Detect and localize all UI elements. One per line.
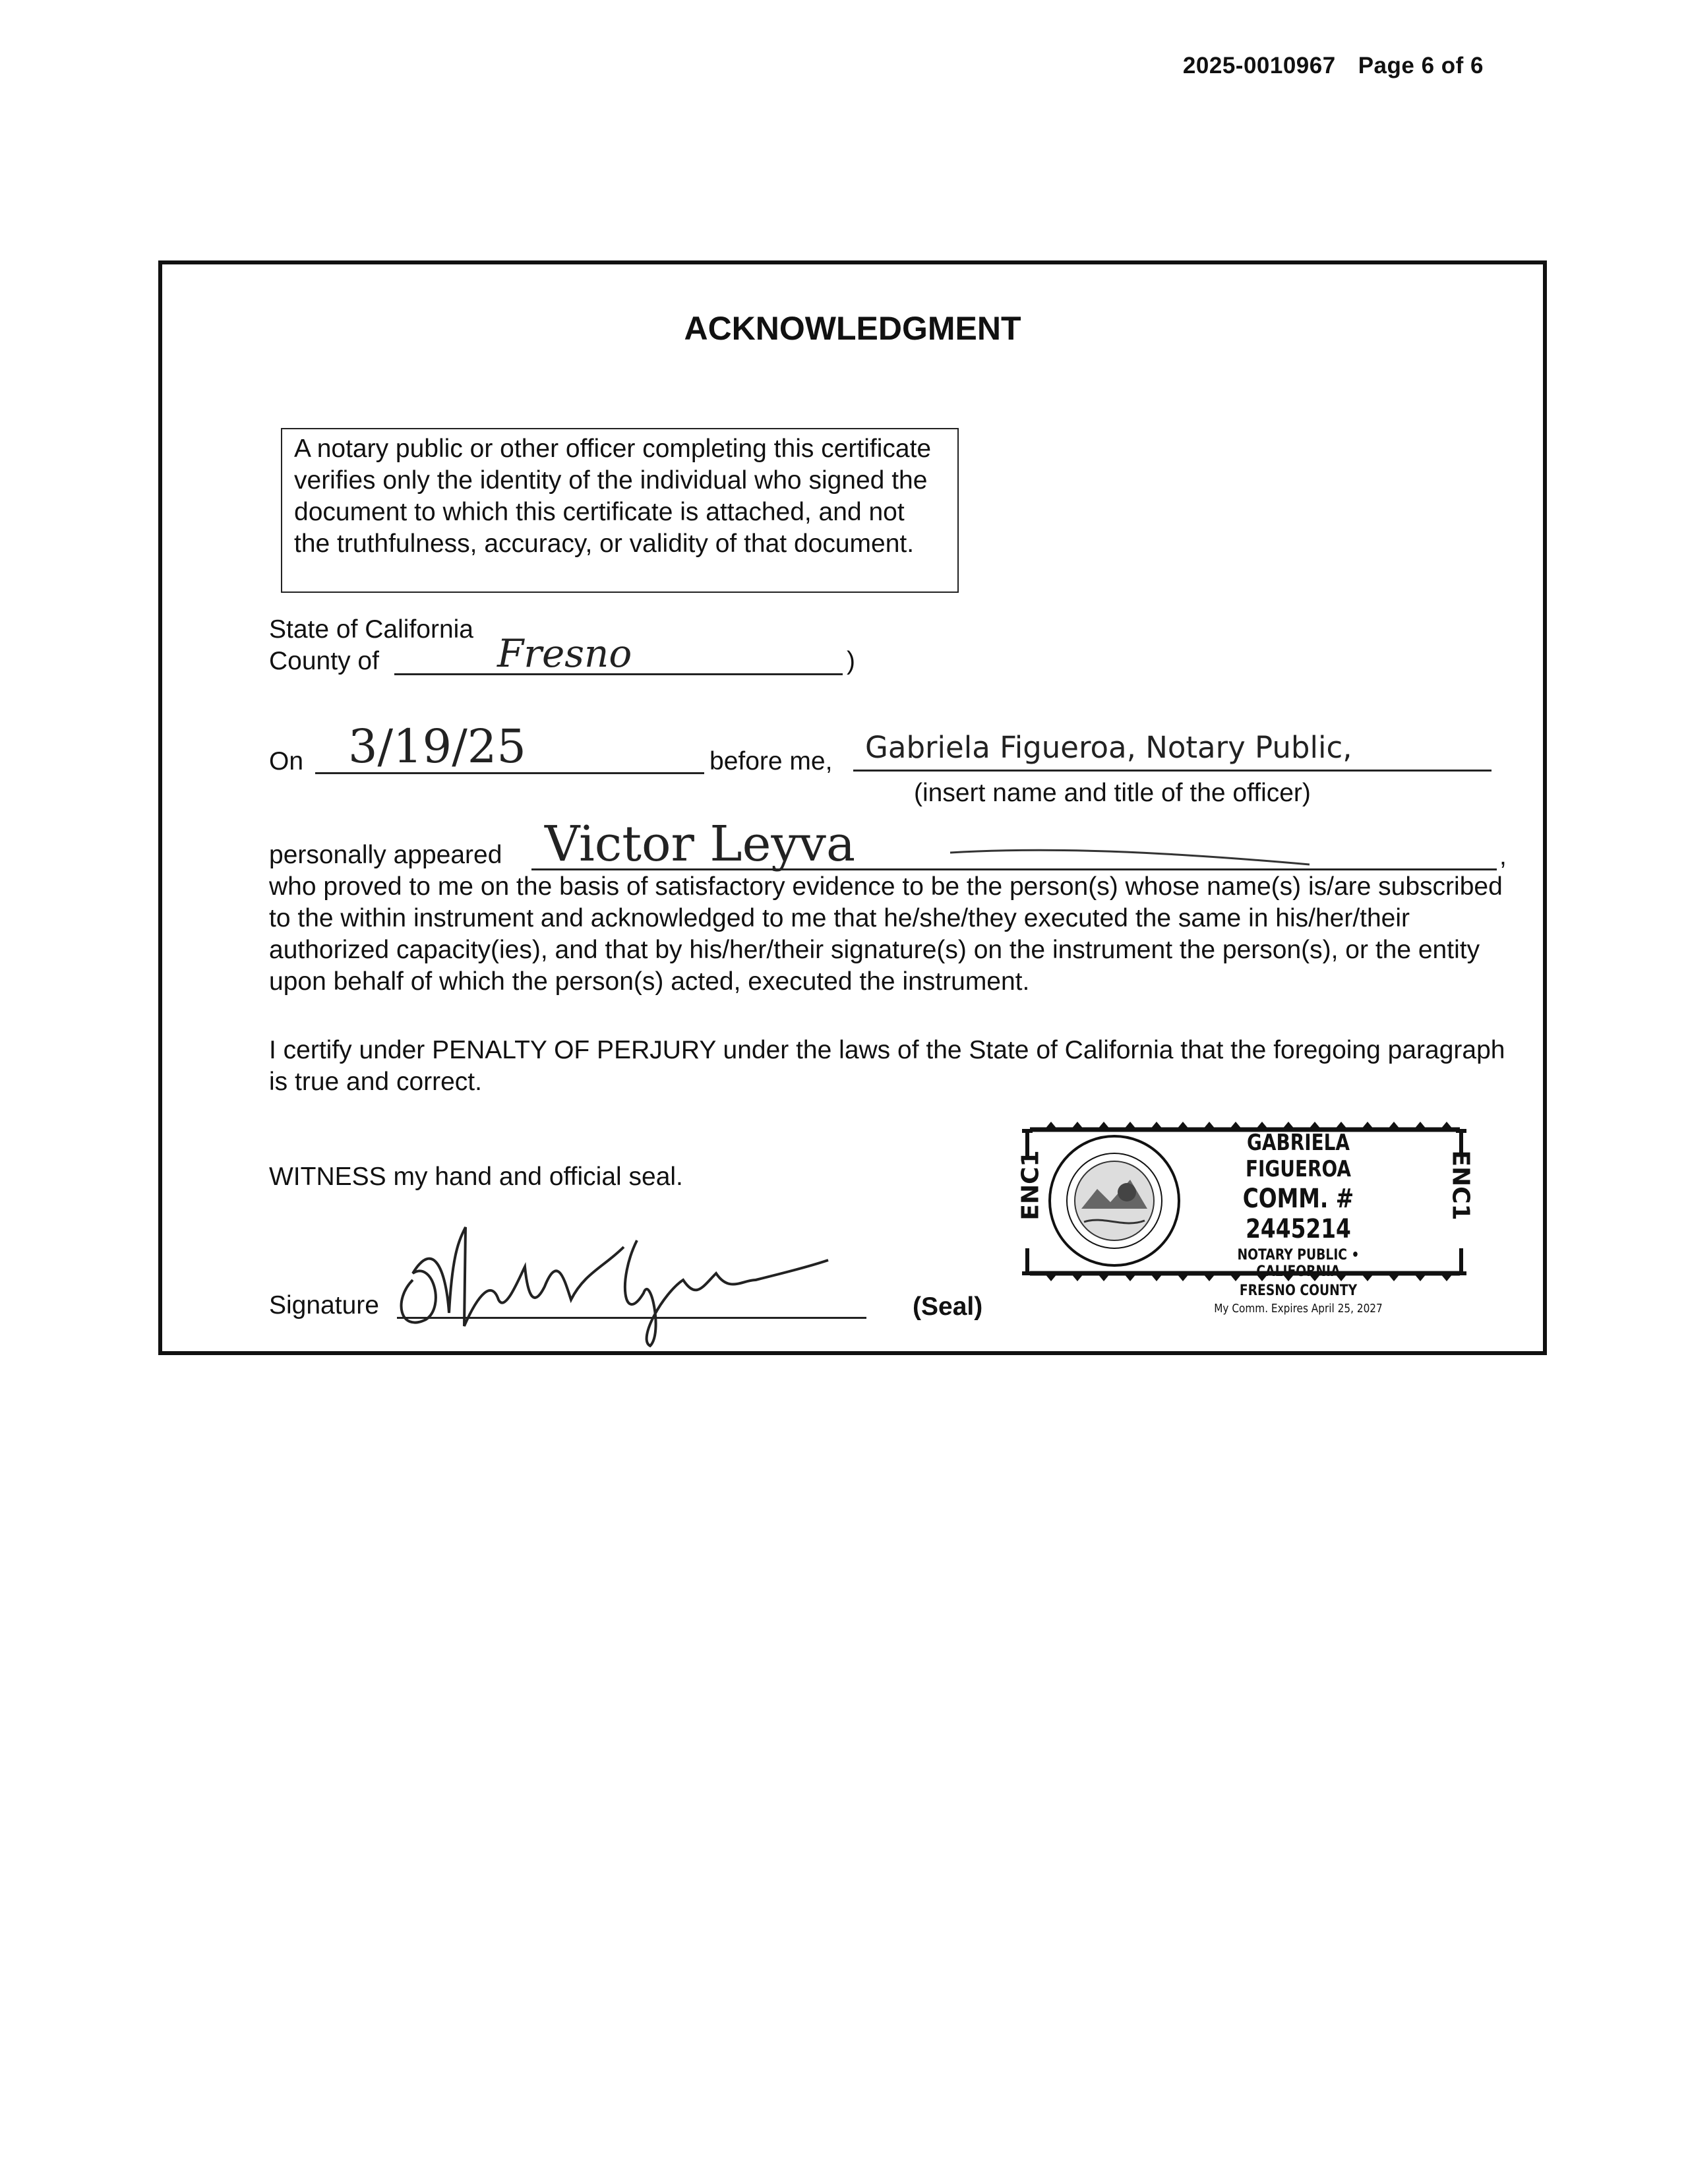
stamp-notary-name: GABRIELA FIGUEROA [1245, 1130, 1351, 1182]
body-paragraph: who proved to me on the basis of satisfactory evidence to be the person(s) whose name(s) is/are subscribed to the within instrument and acknowledged to me that he/she/they executed the same in his/her/their authorized capacity(ies), and that by his/her/their signature(s) on the instrument the person(s), or the entity upon behalf of which the person(s) acted, executed the instrument. [269, 872, 1503, 996]
acknowledgment-form [158, 260, 1547, 1355]
stamp-line2: FRESNO COUNTY [1239, 1283, 1358, 1299]
stamp-line1: NOTARY PUBLIC • CALIFORNIA [1237, 1247, 1360, 1280]
stamp-text [1190, 1130, 1407, 1316]
enc-label-left: ENC1 [1017, 1150, 1044, 1221]
county-handwritten: Fresno [497, 631, 632, 676]
enc-label-right: ENC1 [1447, 1150, 1474, 1221]
document-number: 2025-0010967 [1182, 53, 1336, 78]
stamp-expires: My Comm. Expires April 25, 2027 [1214, 1302, 1383, 1316]
county-label: County of [269, 647, 379, 675]
seal-label: (Seal) [913, 1292, 983, 1321]
handwritten-signature [386, 1201, 835, 1352]
appeared-handwritten: Victor Leyva [545, 816, 856, 872]
officer-hint: (insert name and title of the officer) [914, 779, 1311, 807]
perjury-paragraph: I certify under PENALTY OF PERJURY under the laws of the State of California that the foregoing paragraph is true and correct. [269, 1036, 1505, 1096]
appeared-label: personally appeared [269, 841, 502, 869]
officer-name: Gabriela Figueroa, Notary Public, [865, 730, 1352, 765]
page-number: Page 6 of 6 [1358, 53, 1484, 78]
officer-line [853, 770, 1492, 772]
witness-label: WITNESS my hand and official seal. [269, 1163, 683, 1191]
state-label: State of California [269, 615, 474, 644]
appeared-comma: , [1499, 842, 1507, 870]
on-label: On [269, 747, 304, 775]
pen-stroke [947, 842, 1316, 868]
county-close-paren: ) [847, 647, 855, 675]
date-handwritten: 3/19/25 [348, 719, 526, 774]
form-title: ACKNOWLEDGMENT [684, 310, 1021, 347]
before-me-label: before me, [709, 747, 833, 775]
stamp-commission: COMM. # 2445214 [1242, 1184, 1354, 1244]
disclaimer-box: A notary public or other officer completing this certificate verifies only the identity of the individual who signed the document to which this certificate is attached, and not the truthfulness, accuracy, or validity of that document. [281, 428, 959, 593]
signature-label: Signature [269, 1291, 379, 1320]
page-header [1183, 53, 1484, 79]
notary-stamp [1017, 1116, 1474, 1316]
